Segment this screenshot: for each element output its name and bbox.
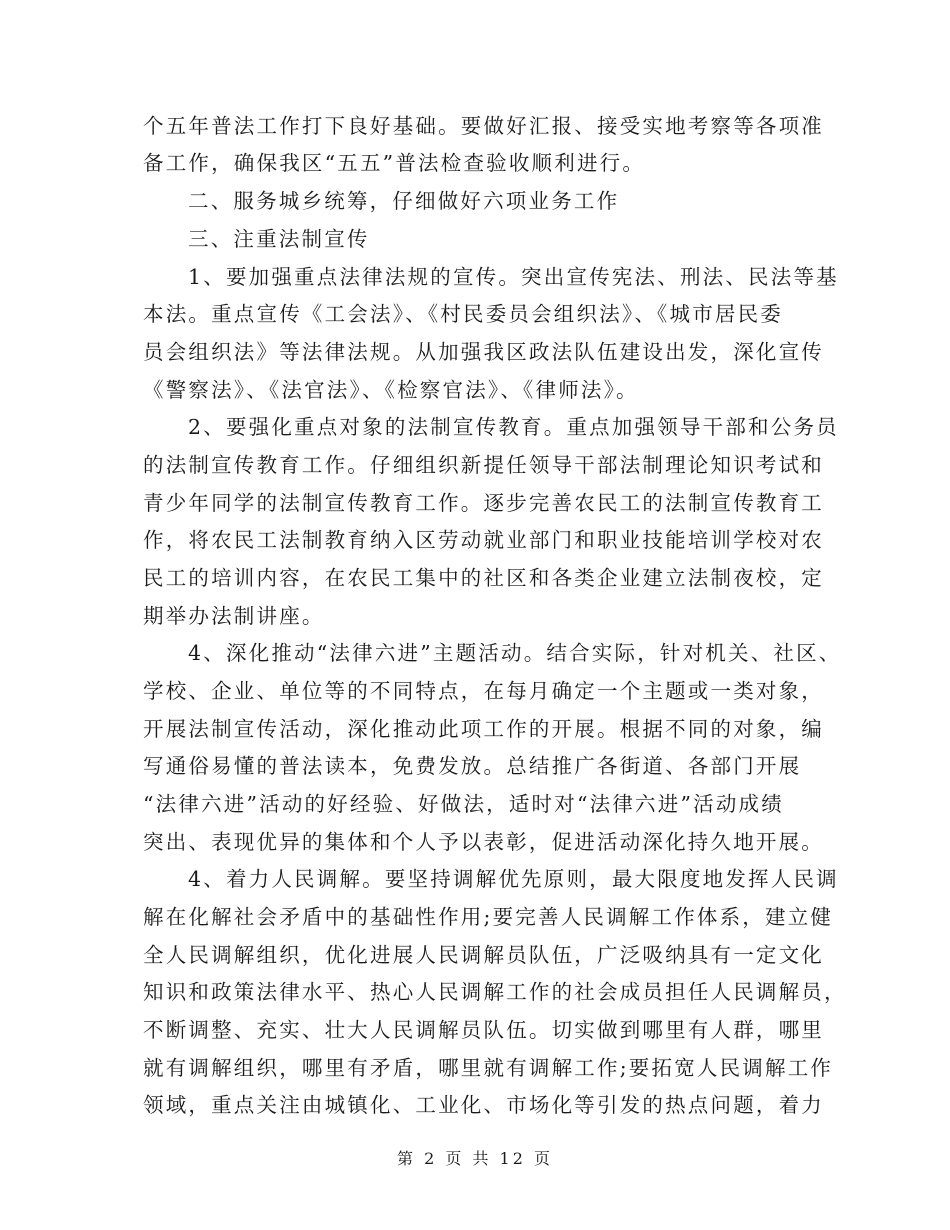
text-line: 领域，重点关注由城镇化、工业化、市场化等引发的热点问题，着力 <box>143 1093 824 1117</box>
text-line: 个五年普法工作打下良好基础。要做好汇报、接受实地考察等各项准 <box>143 114 824 138</box>
text-line: 开展法制宣传活动，深化推动此项工作的开展。根据不同的对象，编 <box>143 717 824 741</box>
paragraph-start: 4、深化推动“法律六进”主题活动。结合实际，针对机关、社区、 <box>188 641 842 665</box>
text-line: 不断调整、充实、壮大人民调解员队伍。切实做到哪里有人群，哪里 <box>143 1018 824 1042</box>
paragraph-start: 2、要强化重点对象的法制宣传教育。重点加强领导干部和公务员 <box>188 415 839 439</box>
text-line: 本法。重点宣传《工会法》、《村民委员会组织法》、《城市居民委 <box>143 302 783 326</box>
text-line: “法律六进”活动的好经验、好做法，适时对“法律六进”活动成绩 <box>143 792 784 816</box>
text-line: 全人民调解组织，优化进展人民调解员队伍，广泛吸纳具有一定文化 <box>143 943 824 967</box>
text-line: 备工作，确保我区“五五”普法检查验收顺利进行。 <box>143 151 646 175</box>
text-line: 作，将农民工法制教育纳入区劳动就业部门和职业技能培训学校对农 <box>143 528 824 552</box>
text-line: 解在化解社会矛盾中的基础性作用;要完善人民调解工作体系，建立健 <box>143 905 834 929</box>
paragraph-start: 1、要加强重点法律法规的宣传。突出宣传宪法、刑法、民法等基 <box>188 265 839 289</box>
text-line: 民工的培训内容，在农民工集中的社区和各类企业建立法制夜校，定 <box>143 566 824 590</box>
text-line: 就有调解组织，哪里有矛盾，哪里就有调解工作;要拓宽人民调解工作 <box>143 1056 834 1080</box>
text-line: 《警察法》、《法官法》、《检察官法》、《律师法》。 <box>143 378 639 402</box>
text-line: 期举办法制讲座。 <box>143 604 325 628</box>
text-line: 青少年同学的法制宣传教育工作。逐步完善农民工的法制宣传教育工 <box>143 491 824 515</box>
text-line: 学校、企业、单位等的不同特点，在每月确定一个主题或一类对象， <box>143 679 824 703</box>
page-number: 第 2 页 共 12 页 <box>397 1149 553 1168</box>
text-line: 知识和政策法律水平、热心人民调解工作的社会成员担任人民调解员， <box>143 980 847 1004</box>
text-line: 写通俗易懂的普法读本，免费发放。总结推广各街道、各部门开展 <box>143 754 802 778</box>
paragraph-start: 4、着力人民调解。要坚持调解优先原则，最大限度地发挥人民调 <box>188 867 839 891</box>
text-line: 的法制宣传教育工作。仔细组织新提任领导干部法制理论知识考试和 <box>143 453 824 477</box>
section-heading: 二、服务城乡统筹，仔细做好六项业务工作 <box>188 189 620 213</box>
section-heading: 三、注重法制宣传 <box>188 227 370 251</box>
text-line: 员会组织法》等法律法规。从加强我区政法队伍建设出发，深化宣传 <box>143 340 824 364</box>
text-line: 突出、表现优异的集体和个人予以表彰，促进活动深化持久地开展。 <box>143 830 824 854</box>
